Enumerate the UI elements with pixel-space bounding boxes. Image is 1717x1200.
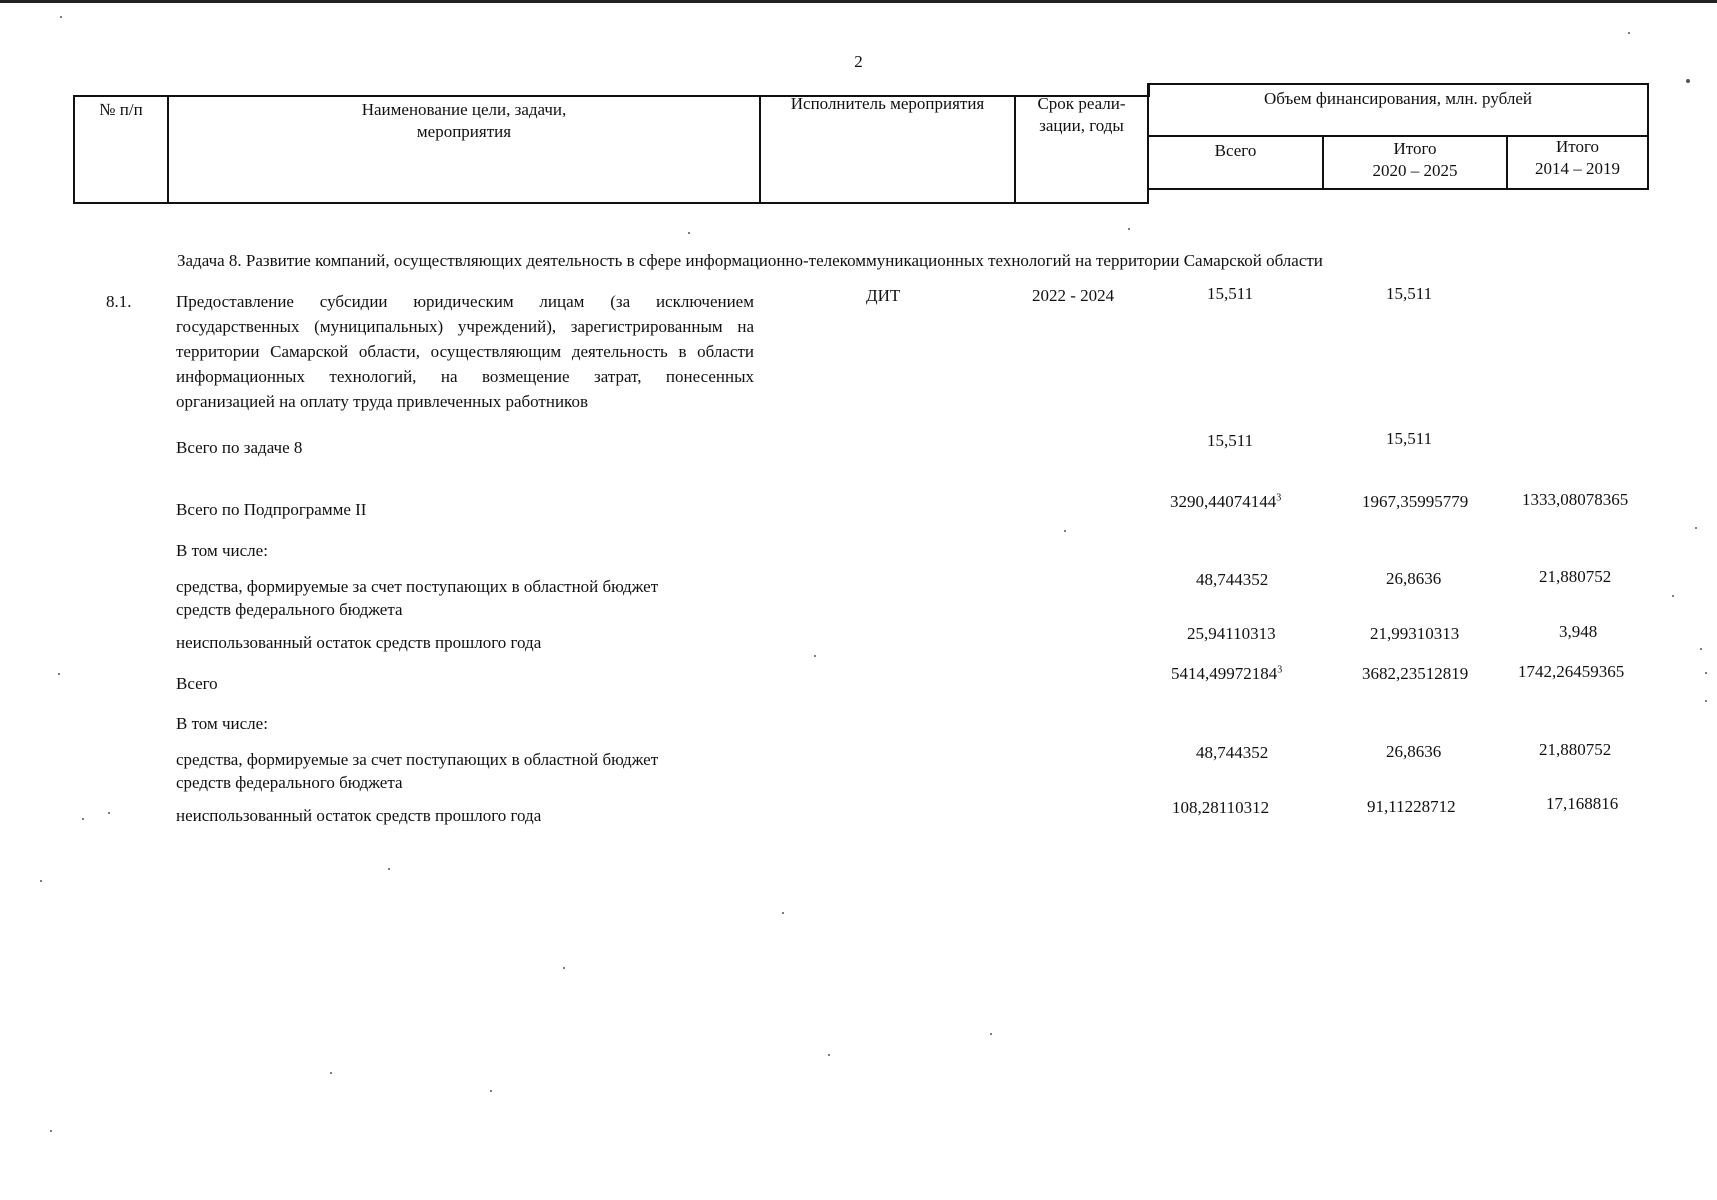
row-itogo1: 26,8636 xyxy=(1386,569,1442,588)
header-col-total: Всего xyxy=(1214,141,1257,160)
row-label: Всего xyxy=(176,674,218,693)
item-total: 15,511 xyxy=(1207,284,1254,303)
row-itogo2: 1742,26459365 xyxy=(1518,662,1625,681)
header-col-itogo-2020-2025 xyxy=(1324,138,1506,182)
row-total: 25,94110313 xyxy=(1187,624,1276,643)
row-itogo1: 3682,23512819 xyxy=(1362,664,1469,683)
header-col-name xyxy=(169,99,759,143)
scan-speck xyxy=(40,880,42,882)
scan-speck xyxy=(828,1054,830,1056)
scan-speck xyxy=(1700,648,1702,650)
page-number: 2 xyxy=(854,52,863,71)
row-label: Всего по Подпрограмме II xyxy=(176,500,367,519)
item-description: Предоставление субсидии юридическим лицам (за исключением государственных (муниципальных) учреждений), зарегистрированным на территории Самарской области, осуществляющим деятельность в области информационных технологий, на возмещение затрат, понесенных организацией на оплату труда привлеченных работников xyxy=(176,292,754,411)
row-itogo1: 21,99310313 xyxy=(1370,624,1460,643)
header-col-term-line1: Срок реали- xyxy=(1037,94,1126,113)
footnote-mark: 3 xyxy=(1276,492,1282,504)
scan-speck xyxy=(1705,700,1707,702)
row-itogo1: 1967,35995779 xyxy=(1362,492,1469,511)
row-label-line2: средств федерального бюджета xyxy=(176,600,403,619)
header-col-number: № п/п xyxy=(99,100,143,119)
row-label: Всего по задаче 8 xyxy=(176,438,303,457)
header-col-term xyxy=(1016,93,1147,137)
row-label-line1: средства, формируемые за счет поступающих в областной бюджет xyxy=(176,750,659,769)
header-col-name-line2: мероприятия xyxy=(416,122,512,141)
scan-speck xyxy=(60,16,62,18)
row-label-line2: средств федерального бюджета xyxy=(176,773,403,792)
row-label: неиспользованный остаток средств прошлого года xyxy=(176,633,542,652)
row-itogo1: 15,511 xyxy=(1386,429,1433,448)
scan-speck xyxy=(1705,672,1707,674)
footnote-mark: 3 xyxy=(1277,664,1283,676)
task-title: Задача 8. Развитие компаний, осуществляющих деятельность в сфере информационно-телекоммуникационных технологий на территории Самарской области xyxy=(177,251,1323,270)
row-total: 48,744352 xyxy=(1196,570,1269,589)
item-executor: ДИТ xyxy=(866,286,901,305)
row-total: 15,511 xyxy=(1207,431,1254,450)
header-col-term-line2: зации, годы xyxy=(1039,116,1124,135)
scan-speck xyxy=(1695,527,1697,529)
row-label-line1: средства, формируемые за счет поступающих в областной бюджет xyxy=(176,577,659,596)
header-col-name-line1: Наименование цели, задачи, xyxy=(361,100,567,119)
scan-speck xyxy=(1064,530,1066,532)
scan-speck xyxy=(50,1130,52,1132)
row-total-value: 3290,44074144 xyxy=(1170,492,1277,511)
row-label: неиспользованный остаток средств прошлого года xyxy=(176,806,542,825)
header-col-executor: Исполнитель мероприятия xyxy=(790,94,985,113)
scan-speck xyxy=(1672,595,1674,597)
header-itogo2-line1: Итого xyxy=(1555,137,1600,156)
header-itogo1-line2: 2020 – 2025 xyxy=(1372,161,1458,180)
scan-speck xyxy=(1128,228,1130,230)
scan-speck xyxy=(1686,79,1690,83)
scan-speck xyxy=(58,673,60,675)
header-itogo2-line2: 2014 – 2019 xyxy=(1535,159,1620,178)
row-itogo2: 3,948 xyxy=(1559,622,1598,641)
scan-speck xyxy=(490,1090,492,1092)
header-itogo1-line1: Итого xyxy=(1393,139,1437,158)
scan-speck xyxy=(990,1033,992,1035)
header-table xyxy=(73,83,1649,204)
item-term: 2022 - 2024 xyxy=(1032,286,1115,305)
header-col-itogo-2014-2019 xyxy=(1508,136,1647,180)
row-itogo2: 21,880752 xyxy=(1539,567,1612,586)
row-total-value: 5414,49972184 xyxy=(1171,664,1278,683)
scan-speck xyxy=(388,868,390,870)
row-itogo2: 1333,08078365 xyxy=(1522,490,1629,509)
row-itogo2: 21,880752 xyxy=(1539,740,1612,759)
scan-speck xyxy=(82,818,84,820)
row-itogo1: 26,8636 xyxy=(1386,742,1442,761)
scan-speck xyxy=(688,232,690,234)
scan-speck xyxy=(108,812,110,814)
scan-speck xyxy=(330,1072,332,1074)
scan-speck xyxy=(563,967,565,969)
scan-border xyxy=(0,0,1717,3)
header-col-funding: Объем финансирования, млн. рублей xyxy=(1264,89,1532,108)
row-itogo2: 17,168816 xyxy=(1546,794,1619,813)
row-total: 48,744352 xyxy=(1196,743,1269,762)
row-total xyxy=(1171,664,1282,684)
row-itogo1: 91,11228712 xyxy=(1367,797,1456,816)
item-number: 8.1. xyxy=(106,292,132,311)
row-total xyxy=(1170,492,1281,512)
item-itogo-2020-2025: 15,511 xyxy=(1386,284,1433,303)
scan-speck xyxy=(814,655,816,657)
row-label: В том числе: xyxy=(176,541,268,560)
scan-speck xyxy=(782,912,784,914)
row-label: В том числе: xyxy=(176,714,268,733)
scan-speck xyxy=(1628,32,1630,34)
row-total: 108,28110312 xyxy=(1172,798,1270,817)
